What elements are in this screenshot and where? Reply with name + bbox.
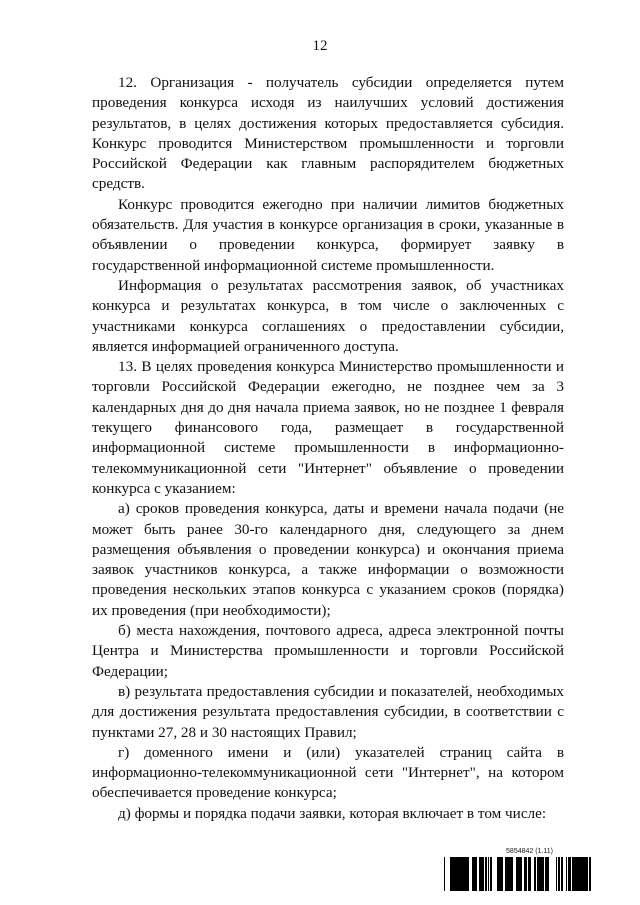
document-code: 5854842 (1.11)	[506, 848, 553, 855]
paragraph-12-intro: 12. Организация - получатель субсидии определяется путем проведения конкурса исходя из наилучших условий достижения результатов, в целях достижения которых предоставляется субсидия. Конкурс проводится Министерством промышленности и торговли Российской Федерации как главным распорядителем бюджетных средств.	[92, 74, 564, 193]
barcode-image	[443, 857, 591, 891]
list-item-b: б) места нахождения, почтового адреса, адреса электронной почты Центра и Министерства промышленности и торговли Российской Федерации;	[92, 622, 564, 680]
paragraph-contest-frequency: Конкурс проводится ежегодно при наличии лимитов бюджетных обязательств. Для участия в конкурсе организация в сроки, указанные в объявлении о проведении конкурса, формирует заявку в государственной информационной системе промышленности.	[92, 195, 564, 274]
list-item-a: а) сроков проведения конкурса, даты и времени начала подачи (не может быть ранее 30-го календарного дня, следующего за днем размещения объявления о проведении конкурса) и окончания приема заявок участников конкурса, а также информации о возможности проведения нескольких этапов конкурса с указанием сроков (порядка) их проведения (при необходимости);	[92, 500, 564, 619]
footer-barcode-block	[443, 848, 591, 891]
paragraph-13-announcement: 13. В целях проведения конкурса Министерство промышленности и торговли Российской Федерации ежегодно, не позднее чем за 3 календарных дня до дня начала приема заявок, но не позднее 1 февраля текущего финансового года, размещает в государственной информационной системе промышленности в информационно-телекоммуникационной сети "Интернет" объявление о проведении конкурса с указанием:	[92, 358, 564, 497]
page-number: 12	[312, 38, 328, 54]
document-body	[92, 73, 564, 824]
list-item-g: г) доменного имени и (или) указателей страниц сайта в информационно-телекоммуникационной сети "Интернет", на котором обеспечивается проведение конкурса;	[92, 743, 564, 802]
list-item-v: в) результата предоставления субсидии и показателей, необходимых для достижения результата предоставления субсидии, в соответствии с пунктами 27, 28 и 30 настоящих Правил;	[92, 682, 564, 741]
paragraph-results-info: Информация о результатах рассмотрения заявок, об участниках конкурса и результатах конкурса, в том числе о заключенных с участниками конкурса соглашениях о предоставлении субсидии, является информацией ограниченного доступа.	[92, 276, 564, 355]
list-item-d: д) формы и порядка подачи заявки, которая включает в том числе:	[118, 804, 547, 822]
